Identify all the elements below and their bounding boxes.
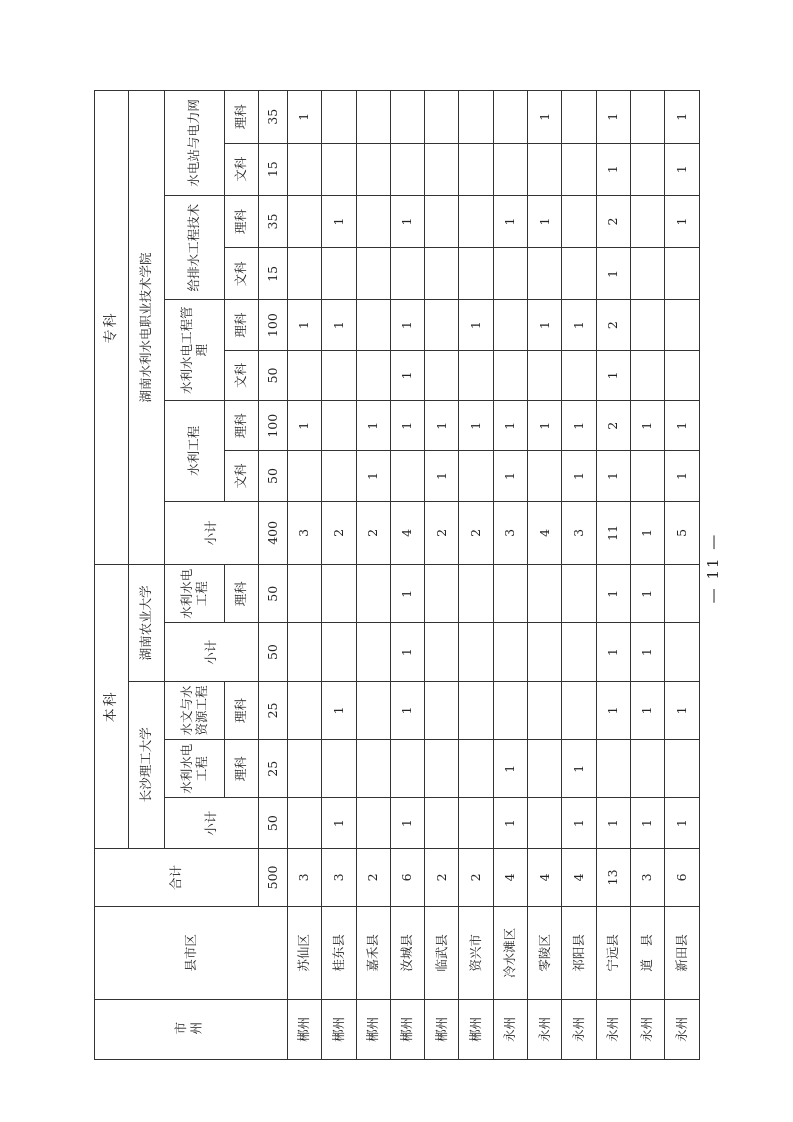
- quota-cell: [493, 681, 527, 739]
- county-cell: 冷水滩区: [493, 907, 527, 1000]
- table-row: [665, 91, 699, 1060]
- city-cell: 永州: [630, 999, 664, 1059]
- quota-cell: 1: [665, 798, 699, 848]
- quota-cell: [322, 740, 356, 798]
- quota-cell: [356, 91, 390, 144]
- total-cell: 100: [259, 300, 288, 350]
- quota-cell: 1: [596, 623, 630, 681]
- quota-cell: [425, 565, 459, 623]
- quota-cell: 4: [562, 848, 596, 906]
- quota-cell: 1: [630, 623, 664, 681]
- quota-cell: [288, 798, 322, 848]
- quota-cell: 1: [528, 195, 562, 247]
- quota-cell: [390, 143, 424, 195]
- quota-cell: [562, 681, 596, 739]
- quota-cell: 2: [425, 501, 459, 564]
- header-sci: 理科: [225, 740, 259, 798]
- quota-cell: [630, 143, 664, 195]
- table-row: [322, 91, 356, 1060]
- quota-cell: 6: [665, 848, 699, 906]
- total-cell: 50: [259, 565, 288, 623]
- quota-cell: 1: [562, 300, 596, 350]
- quota-cell: [322, 143, 356, 195]
- quota-cell: [562, 565, 596, 623]
- quota-cell: 2: [459, 848, 493, 906]
- total-cell: 25: [259, 740, 288, 798]
- quota-cell: [390, 451, 424, 501]
- quota-cell: [288, 740, 322, 798]
- quota-cell: [493, 350, 527, 400]
- quota-cell: [493, 248, 527, 300]
- quota-cell: 1: [322, 681, 356, 739]
- quota-cell: 13: [596, 848, 630, 906]
- total-cell: 400: [259, 501, 288, 564]
- data-rows: [288, 91, 700, 1060]
- quota-cell: 2: [356, 848, 390, 906]
- quota-cell: [528, 451, 562, 501]
- quota-cell: 1: [596, 91, 630, 144]
- city-cell: 郴州: [356, 999, 390, 1059]
- quota-cell: [322, 565, 356, 623]
- quota-cell: [665, 565, 699, 623]
- quota-cell: 1: [630, 565, 664, 623]
- quota-cell: 1: [493, 451, 527, 501]
- quota-cell: 2: [596, 401, 630, 451]
- quota-cell: [390, 740, 424, 798]
- quota-cell: 1: [596, 451, 630, 501]
- header-total: 合计: [95, 848, 259, 906]
- quota-cell: [288, 681, 322, 739]
- quota-cell: 1: [390, 565, 424, 623]
- quota-cell: [665, 623, 699, 681]
- quota-cell: [288, 350, 322, 400]
- city-cell: 永州: [528, 999, 562, 1059]
- quota-cell: [322, 248, 356, 300]
- total-cell: 15: [259, 248, 288, 300]
- city-cell: 郴州: [459, 999, 493, 1059]
- city-cell: 永州: [596, 999, 630, 1059]
- quota-cell: [459, 91, 493, 144]
- quota-cell: 1: [630, 681, 664, 739]
- city-cell: 永州: [562, 999, 596, 1059]
- quota-cell: [425, 350, 459, 400]
- quota-cell: 1: [630, 401, 664, 451]
- quota-cell: 1: [356, 451, 390, 501]
- city-cell: 郴州: [390, 999, 424, 1059]
- header-sci: 理科: [225, 300, 259, 350]
- quota-cell: 4: [390, 501, 424, 564]
- city-cell: 郴州: [425, 999, 459, 1059]
- county-cell: 零陵区: [528, 907, 562, 1000]
- quota-cell: 1: [425, 401, 459, 451]
- quota-cell: [493, 565, 527, 623]
- header-major-slsdgl: 水利水电工程管理: [165, 300, 225, 401]
- quota-cell: [425, 740, 459, 798]
- quota-cell: 1: [322, 195, 356, 247]
- quota-cell: 4: [493, 848, 527, 906]
- quota-cell: [630, 300, 664, 350]
- quota-cell: [528, 248, 562, 300]
- quota-cell: 1: [665, 91, 699, 144]
- quota-cell: 5: [665, 501, 699, 564]
- quota-cell: [459, 740, 493, 798]
- total-cell: 50: [259, 798, 288, 848]
- table-row: [459, 91, 493, 1060]
- county-cell: 嘉禾县: [356, 907, 390, 1000]
- table-row: [528, 91, 562, 1060]
- quota-cell: 3: [322, 848, 356, 906]
- total-cell: 100: [259, 401, 288, 451]
- total-cell: 25: [259, 681, 288, 739]
- quota-cell: [665, 740, 699, 798]
- quota-cell: [288, 248, 322, 300]
- header-major-slsd2: 水利水电工程: [165, 565, 225, 623]
- quota-cell: [562, 623, 596, 681]
- total-cell: 50: [259, 451, 288, 501]
- county-cell: 苏仙区: [288, 907, 322, 1000]
- quota-cell: [596, 740, 630, 798]
- quota-cell: [459, 798, 493, 848]
- quota-cell: 2: [356, 501, 390, 564]
- header-sci: 理科: [225, 401, 259, 451]
- quota-cell: [356, 195, 390, 247]
- total-cell: 500: [259, 848, 288, 906]
- quota-cell: [390, 91, 424, 144]
- quota-cell: 1: [493, 798, 527, 848]
- quota-cell: [562, 195, 596, 247]
- quota-cell: 1: [493, 195, 527, 247]
- quota-cell: [356, 623, 390, 681]
- quota-cell: 1: [322, 300, 356, 350]
- quota-cell: [493, 623, 527, 681]
- quota-cell: [322, 350, 356, 400]
- header-arts: 文科: [225, 248, 259, 300]
- quota-cell: [459, 565, 493, 623]
- quota-cell: 1: [665, 195, 699, 247]
- quota-cell: 1: [288, 401, 322, 451]
- quota-cell: [459, 195, 493, 247]
- quota-cell: 1: [665, 143, 699, 195]
- county-cell: 临武县: [425, 907, 459, 1000]
- quota-cell: [493, 91, 527, 144]
- quota-cell: 1: [630, 798, 664, 848]
- quota-cell: [630, 195, 664, 247]
- quota-cell: 1: [390, 401, 424, 451]
- quota-cell: [356, 740, 390, 798]
- quota-cell: [528, 143, 562, 195]
- quota-cell: [493, 300, 527, 350]
- header-major-gps: 给排水工程技术: [165, 195, 225, 300]
- quota-cell: 1: [322, 798, 356, 848]
- quota-cell: 1: [390, 350, 424, 400]
- table-row: [630, 91, 664, 1060]
- quota-cell: [356, 681, 390, 739]
- quota-cell: [425, 798, 459, 848]
- quota-cell: [562, 350, 596, 400]
- quota-cell: 1: [356, 401, 390, 451]
- table-row: [493, 91, 527, 1060]
- header-sci: 理科: [225, 195, 259, 247]
- total-cell: 50: [259, 350, 288, 400]
- quota-cell: [528, 565, 562, 623]
- quota-cell: [630, 350, 664, 400]
- table-row: [390, 91, 424, 1060]
- quota-cell: [528, 623, 562, 681]
- header-sci: 理科: [225, 91, 259, 144]
- quota-cell: 2: [322, 501, 356, 564]
- quota-cell: 2: [425, 848, 459, 906]
- quota-cell: 4: [528, 848, 562, 906]
- quota-cell: 2: [459, 501, 493, 564]
- quota-cell: 1: [493, 401, 527, 451]
- quota-cell: [356, 143, 390, 195]
- quota-cell: 1: [528, 91, 562, 144]
- quota-cell: 1: [459, 401, 493, 451]
- quota-cell: 1: [596, 798, 630, 848]
- city-cell: 永州: [493, 999, 527, 1059]
- table-row: [562, 91, 596, 1060]
- quota-cell: [322, 623, 356, 681]
- quota-table: [94, 90, 700, 1060]
- quota-cell: 1: [528, 401, 562, 451]
- rotated-table-container: [94, 90, 699, 1060]
- header-major-slgc: 水利工程: [165, 401, 225, 502]
- quota-cell: [288, 565, 322, 623]
- quota-cell: 1: [562, 451, 596, 501]
- quota-cell: [459, 248, 493, 300]
- header-sci: 理科: [225, 565, 259, 623]
- quota-cell: 1: [390, 195, 424, 247]
- quota-cell: [425, 143, 459, 195]
- quota-cell: [528, 681, 562, 739]
- quota-cell: 1: [596, 350, 630, 400]
- quota-cell: 2: [596, 300, 630, 350]
- quota-cell: [562, 248, 596, 300]
- quota-cell: 1: [390, 300, 424, 350]
- quota-cell: [356, 350, 390, 400]
- quota-cell: 1: [493, 740, 527, 798]
- quota-cell: 1: [459, 300, 493, 350]
- header-undergrad: 本科: [95, 565, 129, 849]
- header-csust: 长沙理工大学: [129, 681, 165, 848]
- quota-cell: [288, 195, 322, 247]
- quota-cell: [356, 300, 390, 350]
- quota-cell: [459, 681, 493, 739]
- quota-cell: 1: [562, 401, 596, 451]
- county-cell: 汝城县: [390, 907, 424, 1000]
- quota-cell: [288, 451, 322, 501]
- total-cell: 15: [259, 143, 288, 195]
- quota-cell: [630, 740, 664, 798]
- quota-cell: 1: [562, 798, 596, 848]
- total-cell: 50: [259, 623, 288, 681]
- quota-cell: [459, 350, 493, 400]
- quota-cell: [528, 740, 562, 798]
- quota-cell: [562, 91, 596, 144]
- city-cell: 永州: [665, 999, 699, 1059]
- header-city: 市州: [95, 999, 288, 1059]
- quota-cell: 1: [390, 623, 424, 681]
- city-cell: 郴州: [288, 999, 322, 1059]
- quota-cell: [356, 798, 390, 848]
- table-row: [356, 91, 390, 1060]
- quota-cell: [356, 565, 390, 623]
- quota-cell: [322, 401, 356, 451]
- quota-cell: [390, 248, 424, 300]
- quota-cell: 1: [596, 565, 630, 623]
- quota-cell: [322, 91, 356, 144]
- quota-cell: 1: [665, 401, 699, 451]
- quota-cell: [630, 248, 664, 300]
- quota-cell: [459, 623, 493, 681]
- county-cell: 新田县: [665, 907, 699, 1000]
- quota-cell: 3: [288, 501, 322, 564]
- quota-cell: 4: [528, 501, 562, 564]
- total-cell: 35: [259, 195, 288, 247]
- quota-cell: 1: [562, 740, 596, 798]
- header-hunau: 湖南农业大学: [129, 565, 165, 682]
- quota-cell: [425, 91, 459, 144]
- table-row: [288, 91, 322, 1060]
- city-cell: 郴州: [322, 999, 356, 1059]
- header-major-sdz: 水电站与电力网: [165, 91, 225, 196]
- county-cell: 资兴市: [459, 907, 493, 1000]
- quota-cell: [425, 623, 459, 681]
- header-junior: 专科: [95, 91, 129, 565]
- header-arts: 文科: [225, 350, 259, 400]
- header-sci: 理科: [225, 681, 259, 739]
- quota-cell: 1: [390, 681, 424, 739]
- header-county: 县市区: [95, 907, 288, 1000]
- table-row: [596, 91, 630, 1060]
- header-arts: 文科: [225, 451, 259, 501]
- header-subtotal-csust: 小计: [165, 798, 259, 848]
- quota-cell: [630, 451, 664, 501]
- quota-cell: 1: [288, 300, 322, 350]
- county-cell: 道 县: [630, 907, 664, 1000]
- quota-cell: 6: [390, 848, 424, 906]
- quota-cell: 3: [562, 501, 596, 564]
- quota-cell: 1: [528, 300, 562, 350]
- quota-cell: [288, 623, 322, 681]
- quota-cell: [630, 91, 664, 144]
- header-subtotal-hunau: 小计: [165, 623, 259, 681]
- quota-cell: [425, 300, 459, 350]
- quota-cell: [425, 195, 459, 247]
- quota-cell: 1: [630, 501, 664, 564]
- quota-cell: [425, 248, 459, 300]
- quota-cell: [493, 143, 527, 195]
- header-hnslsd: 湖南水利水电职业技术学院: [129, 91, 165, 565]
- header-arts: 文科: [225, 143, 259, 195]
- county-cell: 宁远县: [596, 907, 630, 1000]
- county-cell: 祁阳县: [562, 907, 596, 1000]
- quota-cell: [562, 143, 596, 195]
- quota-cell: 1: [288, 91, 322, 144]
- quota-cell: 1: [390, 798, 424, 848]
- quota-cell: [322, 451, 356, 501]
- quota-cell: [528, 350, 562, 400]
- header-major-slsd: 水利水电工程: [165, 740, 225, 798]
- county-cell: 桂东县: [322, 907, 356, 1000]
- quota-cell: [665, 300, 699, 350]
- quota-cell: 1: [425, 451, 459, 501]
- quota-cell: 1: [665, 681, 699, 739]
- quota-cell: 11: [596, 501, 630, 564]
- quota-cell: [425, 681, 459, 739]
- quota-cell: [459, 143, 493, 195]
- quota-cell: 3: [288, 848, 322, 906]
- quota-cell: 1: [596, 681, 630, 739]
- header-subtotal-hnslsd: 小计: [165, 501, 259, 564]
- total-cell: 35: [259, 91, 288, 144]
- quota-cell: 1: [665, 451, 699, 501]
- quota-cell: [528, 798, 562, 848]
- quota-cell: [665, 248, 699, 300]
- quota-cell: [288, 143, 322, 195]
- quota-cell: 1: [596, 143, 630, 195]
- header-major-swsz: 水文与水资源工程: [165, 681, 225, 739]
- quota-cell: 1: [596, 248, 630, 300]
- quota-cell: [459, 451, 493, 501]
- quota-cell: [356, 248, 390, 300]
- quota-cell: [665, 350, 699, 400]
- page-number: — 11 —: [704, 532, 722, 604]
- quota-cell: 2: [596, 195, 630, 247]
- quota-cell: 3: [493, 501, 527, 564]
- table-row: [425, 91, 459, 1060]
- quota-cell: 3: [630, 848, 664, 906]
